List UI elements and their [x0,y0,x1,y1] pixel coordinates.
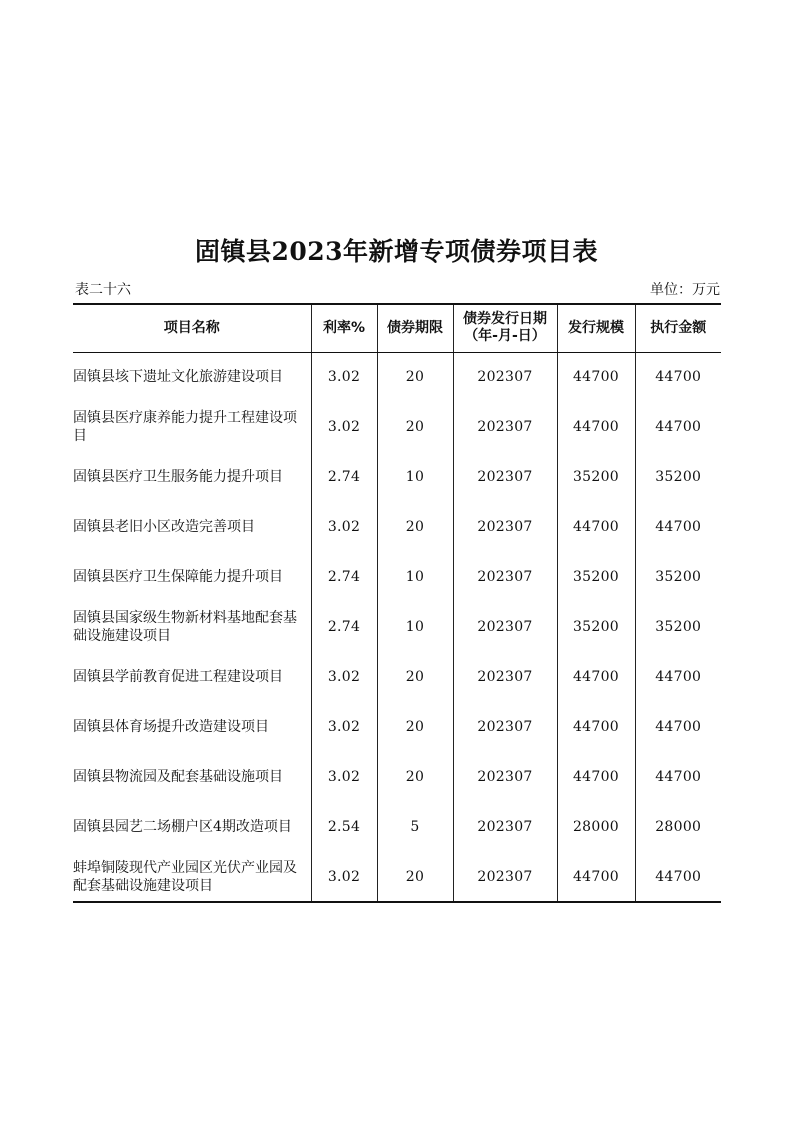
cell-term: 20 [377,502,453,552]
cell-term: 10 [377,602,453,652]
cell-rate: 3.02 [311,752,377,802]
cell-rate: 3.02 [311,652,377,702]
cell-rate: 2.74 [311,602,377,652]
cell-rate: 3.02 [311,352,377,402]
cell-project-name: 固镇县物流园及配套基础设施项目 [73,752,311,802]
table-row [73,802,721,852]
table-row [73,352,721,402]
cell-term: 20 [377,352,453,402]
cell-executed-amount: 44700 [635,352,721,402]
cell-rate: 2.74 [311,552,377,602]
table-row [73,502,721,552]
cell-issue-date: 202307 [453,702,557,752]
cell-issue-scale: 35200 [557,552,635,602]
cell-issue-scale: 35200 [557,452,635,502]
cell-rate: 3.02 [311,402,377,452]
table-row [73,852,721,902]
cell-issue-scale: 44700 [557,352,635,402]
cell-executed-amount: 44700 [635,702,721,752]
cell-rate: 2.54 [311,802,377,852]
header-issue-date-line2: （年-月-日） [464,328,546,345]
cell-executed-amount: 44700 [635,502,721,552]
table-row [73,752,721,802]
cell-project-name: 固镇县医疗卫生服务能力提升项目 [73,452,311,502]
cell-issue-date: 202307 [453,352,557,402]
cell-project-name: 固镇县学前教育促进工程建设项目 [73,652,311,702]
cell-issue-scale: 28000 [557,802,635,852]
unit-label: 单位：万元 [650,282,720,298]
header-issue-date-line1: 债券发行日期 [463,311,547,328]
cell-executed-amount: 35200 [635,552,721,602]
cell-term: 10 [377,452,453,502]
header-term: 债券期限 [377,304,453,352]
header-issue-scale: 发行规模 [557,304,635,352]
header-issue-date [453,304,557,352]
cell-term: 20 [377,702,453,752]
cell-issue-date: 202307 [453,502,557,552]
cell-executed-amount: 44700 [635,852,721,902]
cell-issue-date: 202307 [453,802,557,852]
cell-issue-scale: 44700 [557,652,635,702]
table-row [73,552,721,602]
cell-issue-date: 202307 [453,652,557,702]
cell-issue-date: 202307 [453,602,557,652]
cell-project-name: 固镇县医疗康养能力提升工程建设项目 [73,402,311,452]
cell-project-name: 固镇县垓下遗址文化旅游建设项目 [73,352,311,402]
cell-issue-scale: 44700 [557,852,635,902]
cell-executed-amount: 35200 [635,602,721,652]
cell-issue-date: 202307 [453,752,557,802]
cell-project-name: 固镇县园艺二场棚户区4期改造项目 [73,802,311,852]
cell-executed-amount: 44700 [635,652,721,702]
table-body [73,352,721,902]
cell-rate: 2.74 [311,452,377,502]
table-number: 表二十六 [75,282,131,298]
cell-executed-amount: 44700 [635,752,721,802]
cell-project-name: 固镇县体育场提升改造建设项目 [73,702,311,752]
debt-projects-table [73,303,721,903]
table-row [73,702,721,752]
cell-issue-scale: 44700 [557,752,635,802]
cell-rate: 3.02 [311,702,377,752]
cell-issue-date: 202307 [453,402,557,452]
cell-issue-date: 202307 [453,452,557,502]
table-row [73,402,721,452]
table-header-row [73,304,721,352]
cell-term: 10 [377,552,453,602]
cell-issue-date: 202307 [453,552,557,602]
cell-issue-scale: 44700 [557,402,635,452]
table-row [73,452,721,502]
cell-term: 20 [377,652,453,702]
cell-issue-date: 202307 [453,852,557,902]
cell-issue-scale: 35200 [557,602,635,652]
cell-executed-amount: 28000 [635,802,721,852]
page-title: 固镇县2023年新增专项债券项目表 [194,237,599,266]
table-row [73,652,721,702]
header-rate: 利率% [311,304,377,352]
cell-project-name: 固镇县老旧小区改造完善项目 [73,502,311,552]
header-project-name: 项目名称 [73,304,311,352]
cell-term: 20 [377,402,453,452]
cell-term: 5 [377,802,453,852]
cell-term: 20 [377,752,453,802]
cell-rate: 3.02 [311,502,377,552]
cell-issue-scale: 44700 [557,702,635,752]
cell-project-name: 固镇县医疗卫生保障能力提升项目 [73,552,311,602]
cell-executed-amount: 44700 [635,402,721,452]
header-executed-amount: 执行金额 [635,304,721,352]
table-row [73,602,721,652]
cell-issue-scale: 44700 [557,502,635,552]
cell-term: 20 [377,852,453,902]
cell-project-name: 固镇县国家级生物新材料基地配套基础设施建设项目 [73,602,311,652]
cell-project-name: 蚌埠铜陵现代产业园区光伏产业园及配套基础设施建设项目 [73,852,311,902]
cell-rate: 3.02 [311,852,377,902]
cell-executed-amount: 35200 [635,452,721,502]
